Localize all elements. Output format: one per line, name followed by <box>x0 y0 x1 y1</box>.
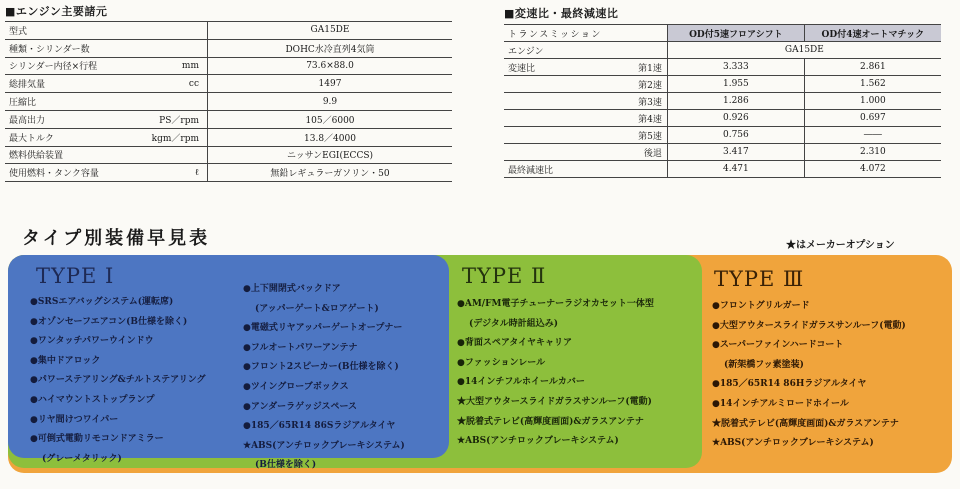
feature-item: ★ABS(アンチロックブレーキシステム) <box>712 438 874 449</box>
engine-row-label: 圧縮比 <box>5 93 103 111</box>
trans-gear-row <box>504 59 941 76</box>
feature-item: ★大型アウタースライドガラスサンルーフ(電動) <box>457 396 652 407</box>
trans-gear-blank <box>504 144 606 161</box>
feature-item: ●集中ドアロック <box>30 355 101 366</box>
engine-row-unit: kgm／rpm <box>103 128 208 146</box>
trans-gear-auto-value: 2.310 <box>804 144 941 161</box>
feature-item: ●フロント2スピーカー(B仕様を除く) <box>243 362 399 373</box>
engine-row-label: 最大トルク <box>5 128 103 146</box>
engine-row <box>5 164 452 182</box>
trans-final-blank <box>606 161 668 178</box>
engine-row <box>5 110 452 128</box>
engine-row-value: 1497 <box>208 75 453 93</box>
feature-item: ●パワーステアリング&チルトステアリング <box>30 375 206 386</box>
feature-item: ●スーパーファインハードコート <box>712 340 844 351</box>
engine-row-unit: ℓ <box>103 164 208 182</box>
feature-item: ●AM/FM電子チューナーラジオカセット一体型 <box>457 299 654 309</box>
engine-row-unit: PS／rpm <box>103 110 208 128</box>
feature-item: ●185／65R14 86Hラジアルタイヤ <box>712 379 867 390</box>
trans-engine-row <box>504 42 941 59</box>
trans-engine-label: エンジン <box>504 42 606 59</box>
trans-header-manual: OD付5速フロアシフト <box>667 25 804 42</box>
feature-item: ★ABS(アンチロックブレーキシステム) <box>457 436 619 447</box>
engine-row-value: GA15DE <box>208 22 453 40</box>
type3-features <box>712 297 906 454</box>
engine-row-value: 73.6×88.0 <box>208 57 453 75</box>
type3-heading: TYPE Ⅲ <box>714 267 805 291</box>
engine-row-value: 105／6000 <box>208 110 453 128</box>
trans-final-label: 最終減速比 <box>504 161 606 178</box>
trans-gear-manual-value: 1.955 <box>667 76 804 93</box>
engine-row-unit <box>103 39 208 57</box>
feature-item: (新架橋フッ素塗装) <box>724 359 804 370</box>
trans-gear-auto-value: ―― <box>804 127 941 144</box>
engine-row-label: シリンダー内径×行程 <box>5 57 103 75</box>
engine-row-value: ニッサンEGI(ECCS) <box>208 146 453 164</box>
feature-item: ●背面スペアタイヤキャリア <box>457 338 573 349</box>
feature-item: (アッパーゲート&ロアゲート) <box>255 303 379 314</box>
feature-item: ●上下開閉式バックドア <box>243 284 341 294</box>
trans-gear-row <box>504 127 941 144</box>
trans-gear-blank <box>504 93 606 110</box>
engine-spec-title: ■エンジン主要諸元 <box>5 5 108 18</box>
trans-gear-manual-value: 3.417 <box>667 144 804 161</box>
engine-row-label: 種類・シリンダー数 <box>5 39 103 57</box>
trans-gear-manual-value: 0.926 <box>667 110 804 127</box>
trans-final-manual-value: 4.471 <box>667 161 804 178</box>
feature-item: ●フロントグリルガード <box>712 301 810 311</box>
engine-row-label: 燃料供給装置 <box>5 146 103 164</box>
engine-row-label: 型式 <box>5 22 103 40</box>
engine-row-value: 無鉛レギュラーガソリン・50 <box>208 164 453 182</box>
engine-row-unit: cc <box>103 75 208 93</box>
trans-gear-row <box>504 76 941 93</box>
trans-gear-blank <box>504 76 606 93</box>
engine-row-value: 9.9 <box>208 93 453 111</box>
trans-gear-manual-value: 3.333 <box>667 59 804 76</box>
trans-engine-blank <box>606 42 668 59</box>
feature-item: ●185／65R14 86Sラジアルタイヤ <box>243 421 396 432</box>
trans-gear-manual-value: 1.286 <box>667 93 804 110</box>
transmission-title: ■変速比・最終減速比 <box>504 7 619 20</box>
feature-item: ●14インチアルミロードホイール <box>712 398 849 409</box>
feature-item: ★脱着式テレビ(高輝度画面)&ガラスアンテナ <box>712 418 899 429</box>
engine-row <box>5 146 452 164</box>
trans-header-blank <box>606 25 668 42</box>
trans-gear-blank <box>504 127 606 144</box>
trans-engine-value: GA15DE <box>667 42 941 59</box>
trans-gear-name: 第1速 <box>606 59 668 76</box>
feature-item: (デジタル時計組込み) <box>469 318 558 329</box>
engine-row-label: 総排気量 <box>5 75 103 93</box>
engine-row-unit <box>103 93 208 111</box>
trans-gear-auto-value: 1.000 <box>804 93 941 110</box>
trans-gear-row <box>504 93 941 110</box>
trans-final-row <box>504 161 941 178</box>
trans-header-row <box>504 25 941 42</box>
engine-row-label: 使用燃料・タンク容量 <box>5 164 103 182</box>
feature-item: ●可倒式電動リモコンドアミラー <box>30 434 164 445</box>
engine-spec-table <box>5 21 452 182</box>
trans-gear-row <box>504 110 941 127</box>
trans-gear-name: 第3速 <box>606 93 668 110</box>
equipment-title: タイプ別装備早見表 <box>22 228 211 249</box>
engine-row <box>5 57 452 75</box>
feature-item: ●アンダーラゲッジスペース <box>243 401 358 412</box>
trans-gear-auto-value: 2.861 <box>804 59 941 76</box>
trans-gear-name: 後退 <box>606 144 668 161</box>
type1-features-col2 <box>243 280 405 476</box>
engine-row <box>5 22 452 40</box>
trans-gear-name: 第4速 <box>606 110 668 127</box>
trans-gear-auto-value: 1.562 <box>804 76 941 93</box>
feature-item: ★脱着式テレビ(高輝度画面)&ガラスアンテナ <box>457 416 644 427</box>
feature-item: ●ツイングローブボックス <box>243 381 349 392</box>
feature-item: ●リヤ間けつワイパー <box>30 414 119 425</box>
feature-item: ●大型アウタースライドガラスサンルーフ(電動) <box>712 320 906 331</box>
maker-option-note: ★はメーカーオプション <box>786 240 895 251</box>
engine-row-value: DOHC水冷直列4気筒 <box>208 39 453 57</box>
engine-row-label: 最高出力 <box>5 110 103 128</box>
feature-item: (B仕様を除く) <box>255 460 317 471</box>
feature-item: ●14インチフルホイールカバー <box>457 377 585 388</box>
feature-item: ●ワンタッチパワーウインドウ <box>30 336 154 347</box>
trans-final-auto-value: 4.072 <box>804 161 941 178</box>
trans-gear-name: 第5速 <box>606 127 668 144</box>
feature-item: ●フルオートパワーアンテナ <box>243 342 358 353</box>
trans-gear-row <box>504 144 941 161</box>
feature-item: ●オゾンセーフエアコン(B仕様を除く) <box>30 316 188 327</box>
feature-item: (グレーメタリック) <box>42 453 122 464</box>
trans-gear-ratio-label: 変速比 <box>504 59 606 76</box>
type2-heading: TYPE Ⅱ <box>462 264 547 288</box>
engine-row <box>5 75 452 93</box>
type2-features <box>457 295 654 452</box>
feature-item: ●ファッションレール <box>457 357 546 368</box>
trans-header-label: トランスミッション <box>504 25 606 42</box>
transmission-table <box>504 24 941 178</box>
trans-gear-auto-value: 0.697 <box>804 110 941 127</box>
feature-item: ★ABS(アンチロックブレーキシステム) <box>243 440 405 451</box>
type1-heading: TYPE Ⅰ <box>36 264 115 288</box>
trans-gear-manual-value: 0.756 <box>667 127 804 144</box>
type1-features-col1 <box>30 293 206 469</box>
engine-row-unit <box>103 22 208 40</box>
feature-item: ●ハイマウントストップランプ <box>30 394 155 405</box>
engine-row-unit <box>103 146 208 164</box>
engine-row-value: 13.8／4000 <box>208 128 453 146</box>
engine-row <box>5 93 452 111</box>
engine-row <box>5 128 452 146</box>
engine-row-unit: mm <box>103 57 208 75</box>
feature-item: ●SRSエアバッグシステム(運転席) <box>30 297 174 307</box>
feature-item: ●電磁式リヤアッパーゲートオープナー <box>243 323 403 334</box>
trans-header-auto: OD付4速オートマチック <box>804 25 941 42</box>
trans-gear-blank <box>504 110 606 127</box>
trans-gear-name: 第2速 <box>606 76 668 93</box>
engine-row <box>5 39 452 57</box>
